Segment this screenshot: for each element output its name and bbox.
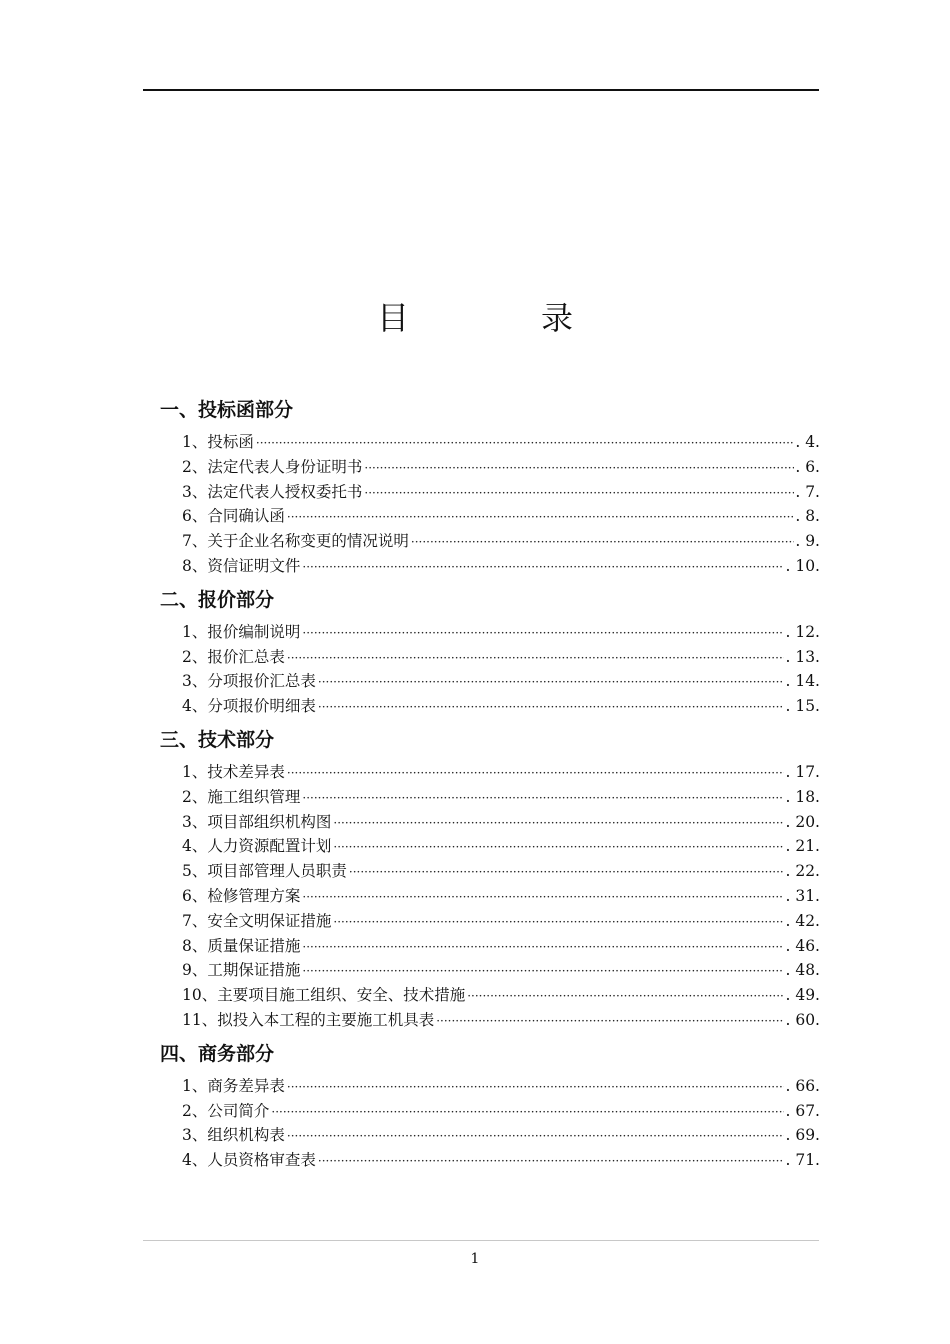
toc-entry-list: [182, 760, 820, 1033]
dot-leader: [364, 456, 794, 481]
toc-entry[interactable]: [182, 760, 820, 785]
dot-leader: [271, 1100, 784, 1125]
toc-entry-label: 2、施工组织管理: [182, 787, 301, 806]
toc-entry-page: . 4.: [795, 433, 820, 451]
toc-entry-page: . 66.: [785, 1076, 820, 1095]
table-of-contents: [160, 395, 820, 1179]
toc-entry-label: 5、项目部管理人员职责: [182, 862, 347, 881]
toc-entry-page: . 42.: [785, 911, 820, 930]
dot-leader: [287, 761, 785, 786]
toc-entry-page: . 69.: [785, 1126, 820, 1145]
footer-rule: [143, 1240, 819, 1241]
toc-entry-label: 8、质量保证措施: [182, 936, 301, 955]
toc-entry[interactable]: [182, 1099, 820, 1124]
toc-entry-label: 1、报价编制说明: [182, 622, 301, 641]
toc-entry-page: . 18.: [785, 787, 820, 806]
toc-entry-page: . 71.: [785, 1151, 820, 1170]
toc-entry-label: 11、拟投入本工程的主要施工机具表: [182, 1010, 435, 1029]
toc-entry-label: 1、技术差异表: [182, 762, 285, 781]
toc-entry-label: 9、工期保证措施: [182, 961, 301, 980]
toc-section: [160, 725, 820, 1033]
toc-entry-page: . 67.: [785, 1101, 820, 1120]
dot-leader: [287, 646, 785, 671]
toc-entry-page: . 9.: [795, 532, 820, 551]
toc-entry-label: 2、法定代表人身份证明书: [182, 457, 363, 476]
toc-entry-page: . 13.: [785, 647, 820, 666]
document-title: 目 录: [376, 299, 623, 337]
toc-entry-label: 2、公司简介: [182, 1101, 270, 1120]
toc-entry-page: . 7.: [795, 482, 820, 501]
toc-entry-label: 2、报价汇总表: [182, 647, 285, 666]
dot-leader: [302, 786, 784, 811]
toc-entry[interactable]: [182, 834, 820, 859]
toc-entry-page: . 10.: [785, 556, 820, 575]
toc-entry[interactable]: [182, 455, 820, 480]
toc-entry-label: 6、合同确认函: [182, 507, 285, 526]
toc-entry[interactable]: [182, 934, 820, 959]
toc-entry[interactable]: [182, 884, 820, 909]
toc-entry[interactable]: [182, 810, 820, 835]
toc-entry-page: . 12.: [785, 622, 820, 641]
toc-entry[interactable]: [182, 785, 820, 810]
dot-leader: [349, 860, 785, 885]
dot-leader: [302, 555, 784, 580]
toc-section: [160, 1039, 820, 1173]
dot-leader: [318, 670, 785, 695]
toc-entry[interactable]: [182, 669, 820, 694]
dot-leader: [364, 481, 794, 506]
dot-leader: [302, 935, 784, 960]
toc-entry-page: . 15.: [785, 697, 820, 716]
toc-entry-page: . 60.: [785, 1010, 820, 1029]
toc-entry[interactable]: [182, 1123, 820, 1148]
toc-entry[interactable]: [182, 1008, 820, 1033]
toc-entry-list: [182, 1074, 820, 1173]
toc-entry[interactable]: [182, 859, 820, 884]
dot-leader: [333, 835, 784, 860]
toc-entry-label: 4、分项报价明细表: [182, 697, 316, 716]
toc-entry[interactable]: [182, 1148, 820, 1173]
toc-entry[interactable]: [182, 983, 820, 1008]
toc-entry[interactable]: [182, 694, 820, 719]
toc-entry-page: . 31.: [785, 886, 820, 905]
header-rule: [143, 89, 819, 91]
toc-entry-list: [182, 620, 820, 719]
toc-section: [160, 395, 820, 579]
toc-entry-label: 10、主要项目施工组织、安全、技术措施: [182, 986, 466, 1005]
toc-entry-label: 3、法定代表人授权委托书: [182, 482, 363, 501]
section-heading: 四、商务部分: [160, 1042, 275, 1065]
dot-leader: [318, 1149, 785, 1174]
section-heading: 三、技术部分: [160, 728, 275, 751]
dot-leader: [411, 530, 794, 555]
section-heading: 一、投标函部分: [160, 399, 294, 421]
toc-entry-label: 4、人力资源配置计划: [182, 837, 332, 856]
toc-entry[interactable]: [182, 529, 820, 554]
dot-leader: [287, 505, 794, 530]
toc-entry[interactable]: [182, 1074, 820, 1099]
page-number: 1: [470, 1251, 480, 1267]
toc-entry-label: 3、组织机构表: [182, 1126, 285, 1145]
dot-leader: [333, 811, 784, 836]
toc-entry[interactable]: [182, 554, 820, 579]
dot-leader: [287, 1075, 785, 1100]
toc-entry-label: 3、分项报价汇总表: [182, 672, 316, 691]
toc-entry[interactable]: [182, 645, 820, 670]
toc-entry-label: 1、投标函: [182, 433, 254, 451]
toc-entry-page: . 48.: [785, 961, 820, 980]
toc-entry-page: . 22.: [785, 862, 820, 881]
toc-entry-label: 6、检修管理方案: [182, 886, 301, 905]
toc-entry-list: [182, 430, 820, 579]
dot-leader: [302, 621, 784, 646]
dot-leader: [287, 1124, 785, 1149]
toc-entry-page: . 20.: [785, 812, 820, 831]
toc-entry-label: 4、人员资格审查表: [182, 1151, 316, 1170]
toc-entry[interactable]: [182, 504, 820, 529]
dot-leader: [302, 885, 784, 910]
toc-entry[interactable]: [182, 620, 820, 645]
dot-leader: [302, 959, 784, 984]
toc-entry-page: . 14.: [785, 672, 820, 691]
toc-entry[interactable]: [182, 958, 820, 983]
toc-entry-label: 1、商务差异表: [182, 1076, 285, 1095]
dot-leader: [467, 984, 784, 1009]
section-heading: 二、报价部分: [160, 588, 275, 611]
toc-entry-page: . 17.: [785, 762, 820, 781]
toc-entry-page: . 6.: [795, 457, 820, 476]
toc-entry-page: . 46.: [785, 936, 820, 955]
toc-entry-page: . 8.: [795, 507, 820, 526]
toc-entry-label: 7、安全文明保证措施: [182, 911, 332, 930]
toc-entry-label: 7、关于企业名称变更的情况说明: [182, 532, 409, 551]
toc-entry[interactable]: [182, 480, 820, 505]
toc-entry[interactable]: [182, 909, 820, 934]
toc-entry-page: . 49.: [785, 986, 820, 1005]
dot-leader: [256, 431, 794, 456]
dot-leader: [436, 1009, 784, 1034]
toc-entry[interactable]: [182, 430, 820, 455]
toc-section: [160, 585, 820, 719]
dot-leader: [318, 695, 785, 720]
toc-entry-label: 3、项目部组织机构图: [182, 812, 332, 831]
dot-leader: [333, 910, 784, 935]
toc-entry-page: . 21.: [785, 837, 820, 856]
toc-entry-label: 8、资信证明文件: [182, 556, 301, 575]
